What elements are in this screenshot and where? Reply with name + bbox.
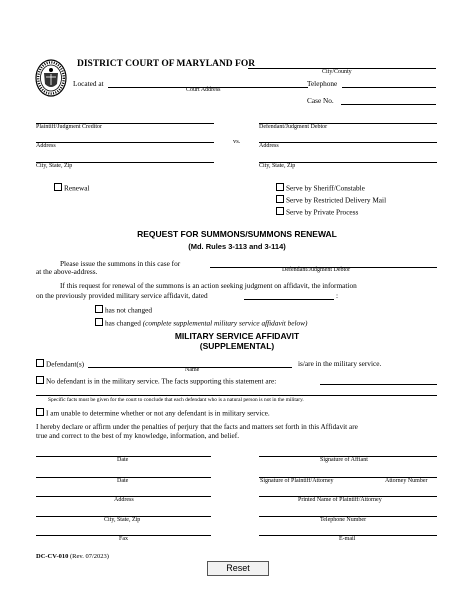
private-process-checkbox[interactable] [276, 207, 284, 215]
defendants-label: Defendant(s) [46, 359, 85, 369]
date2-label: Date [117, 478, 129, 484]
defendant-city-label: City, State, Zip [259, 163, 296, 169]
defendant-address-label: Address [259, 143, 279, 149]
city-county-label: City/County [322, 69, 352, 75]
form-revision: (Rev. 07/2023) [70, 553, 109, 560]
request-p2-line1: If this request for renewal of the summons is an action seeking judgment on affidavit, the information [60, 281, 357, 290]
request-title: REQUEST FOR SUMMONS/SUMMONS RENEWAL [137, 229, 337, 239]
court-title: DISTRICT COURT OF MARYLAND FOR [77, 59, 256, 69]
form-id: DC-CV-010 [36, 553, 69, 560]
private-process-label: Serve by Private Process [286, 207, 359, 217]
summons-defendant-label: Defendant/Judgment Debtor [282, 267, 351, 273]
telephone-label: Telephone [307, 79, 338, 88]
unable-label: I am unable to determine whether or not any defendant is in military service. [46, 408, 270, 418]
case-no-field[interactable] [341, 104, 436, 105]
defendant-address-field[interactable] [259, 142, 437, 143]
not-changed-option[interactable] [95, 305, 152, 315]
plaintiff-address-label: Address [36, 143, 56, 149]
affidavit-title: MILITARY SERVICE AFFIDAVIT [174, 331, 300, 341]
request-p2-colon: : [336, 291, 339, 300]
not-changed-label: has not changed [105, 305, 153, 315]
renewal-checkbox[interactable] [54, 183, 62, 191]
private-process-option[interactable] [276, 207, 358, 217]
court-address-label: Court Address [186, 87, 221, 93]
defendant-name-label: Name [185, 367, 200, 373]
restricted-mail-checkbox[interactable] [276, 195, 284, 203]
plaintiff-city-label: City, State, Zip [36, 163, 73, 169]
military-service-text: is/are in the military service. [298, 359, 382, 368]
no-defendant-option[interactable] [36, 376, 276, 386]
no-defendant-label: No defendant is in the military service. The facts supporting this statement are: [46, 376, 277, 386]
restricted-mail-option[interactable] [276, 195, 386, 205]
telephone-field[interactable] [342, 87, 436, 88]
request-rules: (Md. Rules 3-113 and 3-114) [188, 242, 286, 251]
request-p1-tail: at the above-address. [36, 267, 98, 276]
renewal-option[interactable] [54, 183, 90, 193]
form-number [36, 553, 109, 560]
renewal-label: Renewal [64, 183, 90, 193]
not-changed-checkbox[interactable] [95, 305, 103, 313]
request-p1-text: Please issue the summons in this case for [60, 259, 181, 268]
defendant-label: Defendant/Judgment Debtor [259, 124, 328, 130]
reset-button[interactable]: Reset [207, 561, 269, 576]
sheriff-label: Serve by Sheriff/Constable [286, 183, 365, 193]
perjury-line-1: I hereby declare or affirm under the penalties of perjury that the facts and matters set forth in this Affidavit are [36, 422, 358, 431]
perjury-line-2: true and correct to the best of my knowledge, information, and belief. [36, 431, 240, 440]
address-label: Address [114, 497, 134, 503]
court-seal [35, 59, 67, 97]
request-p2-line2: on the previously provided military service affidavit, dated [36, 291, 208, 300]
telephone-number-label: Telephone Number [320, 517, 367, 523]
defendants-checkbox[interactable] [36, 359, 44, 367]
date-label: Date [117, 457, 129, 463]
unable-option[interactable] [36, 408, 270, 418]
changed-checkbox[interactable] [95, 318, 103, 326]
plaintiff-label: Plaintiff/Judgment Creditor [36, 124, 103, 130]
changed-option[interactable] [95, 318, 307, 328]
attorney-number-label: Attorney Number [385, 478, 428, 484]
plaintiff-address-field[interactable] [36, 142, 214, 143]
signature-affiant-label: Signature of Affiant [320, 457, 368, 463]
fax-label: Fax [119, 536, 128, 542]
affidavit-subtitle: (SUPPLEMENTAL) [199, 341, 275, 351]
no-defendant-checkbox[interactable] [36, 376, 44, 384]
defendants-option[interactable] [36, 359, 84, 369]
unable-checkbox[interactable] [36, 408, 44, 416]
restricted-mail-label: Serve by Restricted Delivery Mail [286, 195, 387, 205]
facts-field-2[interactable] [36, 395, 437, 396]
affidavit-date-field[interactable] [244, 299, 334, 300]
printed-name-label: Printed Name of Plaintiff/Attorney [298, 497, 382, 503]
facts-field-1[interactable] [320, 384, 437, 385]
changed-label: has changed [105, 318, 141, 328]
changed-note: (complete supplemental military service affidavit below) [142, 318, 308, 328]
case-no-label: Case No. [307, 96, 334, 105]
sheriff-option[interactable] [276, 183, 365, 193]
facts-note: Specific facts must be given for the court to conclude that each defendant who is a natural person is not in the military. [48, 397, 304, 403]
sheriff-checkbox[interactable] [276, 183, 284, 191]
located-at-label: Located at [73, 79, 104, 88]
email-label: E-mail [339, 536, 356, 542]
signature-plaintiff-label: Signature of Plaintiff/Attorney [260, 478, 334, 484]
city-label: City, State, Zip [104, 517, 141, 523]
vs-label: vs. [233, 138, 241, 145]
